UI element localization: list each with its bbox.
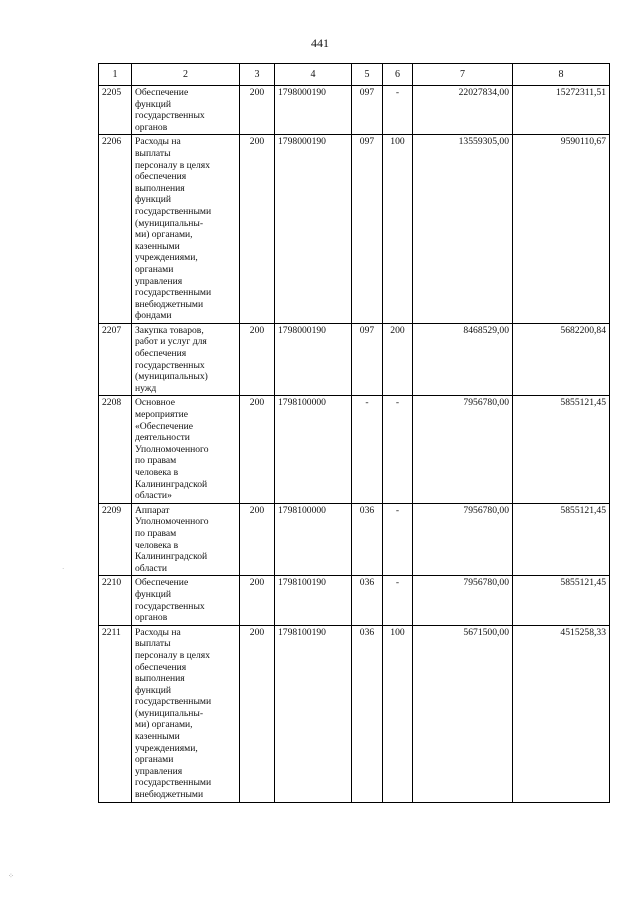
budget-table <box>98 63 610 803</box>
cell-col7-amount: 5671500,00 <box>413 625 513 802</box>
cell-col6: - <box>383 576 413 625</box>
cell-col8-amount: 5855121,45 <box>513 503 610 576</box>
table-row <box>99 323 610 396</box>
cell-col8-amount: 15272311,51 <box>513 86 610 135</box>
row-description: Аппарат Уполномоченного по правам человека в Калининградской области <box>132 503 240 576</box>
cell-col8-amount: 5855121,45 <box>513 576 610 625</box>
cell-col3: 200 <box>240 576 275 625</box>
header-row <box>99 64 610 86</box>
scan-speck: · <box>62 565 65 573</box>
cell-col7-amount: 8468529,00 <box>413 323 513 396</box>
cell-col5: 097 <box>352 86 383 135</box>
cell-col4: 1798000190 <box>275 86 352 135</box>
cell-col4: 1798100190 <box>275 625 352 802</box>
column-header: 2 <box>132 64 240 86</box>
column-header: 7 <box>413 64 513 86</box>
cell-col7-amount: 7956780,00 <box>413 576 513 625</box>
row-code: 2211 <box>99 625 132 802</box>
row-description: Основное мероприятие «Обеспечение деятельности Уполномоченного по правам человека в Калининградской области» <box>132 396 240 503</box>
table-row <box>99 625 610 802</box>
row-description: Обеспечение функций государственных органов <box>132 576 240 625</box>
table-row <box>99 135 610 324</box>
cell-col7-amount: 7956780,00 <box>413 396 513 503</box>
column-header: 3 <box>240 64 275 86</box>
row-description: Расходы на выплаты персоналу в целях обеспечения выполнения функций государственными (муниципальны- ми) органами, казенными учреждениями, органами управления государственными внебюджетными фондами <box>132 135 240 324</box>
cell-col8-amount: 5682200,84 <box>513 323 610 396</box>
cell-col8-amount: 4515258,33 <box>513 625 610 802</box>
cell-col6: 200 <box>383 323 413 396</box>
cell-col4: 1798100000 <box>275 503 352 576</box>
row-code: 2209 <box>99 503 132 576</box>
table-row <box>99 576 610 625</box>
cell-col3: 200 <box>240 135 275 324</box>
row-description: Обеспечение функций государственных органов <box>132 86 240 135</box>
cell-col4: 1798100000 <box>275 396 352 503</box>
cell-col6: - <box>383 503 413 576</box>
row-description: Закупка товаров, работ и услуг для обеспечения государственных (муниципальных) нужд <box>132 323 240 396</box>
cell-col7-amount: 22027834,00 <box>413 86 513 135</box>
cell-col3: 200 <box>240 503 275 576</box>
cell-col8-amount: 5855121,45 <box>513 396 610 503</box>
scan-speck: ⁘ <box>8 872 14 880</box>
cell-col5: 097 <box>352 323 383 396</box>
cell-col4: 1798000190 <box>275 135 352 324</box>
cell-col5: 036 <box>352 625 383 802</box>
cell-col6: - <box>383 396 413 503</box>
row-description: Расходы на выплаты персоналу в целях обеспечения выполнения функций государственными (муниципальны- ми) органами, казенными учреждениями, органами управления государственными внебюджетными <box>132 625 240 802</box>
column-header: 6 <box>383 64 413 86</box>
row-code: 2207 <box>99 323 132 396</box>
column-header: 5 <box>352 64 383 86</box>
cell-col5: 097 <box>352 135 383 324</box>
column-header: 8 <box>513 64 610 86</box>
row-code: 2205 <box>99 86 132 135</box>
cell-col4: 1798000190 <box>275 323 352 396</box>
table-row <box>99 503 610 576</box>
cell-col3: 200 <box>240 625 275 802</box>
cell-col6: - <box>383 86 413 135</box>
table-row <box>99 396 610 503</box>
cell-col6: 100 <box>383 135 413 324</box>
cell-col3: 200 <box>240 86 275 135</box>
page-number: 441 <box>311 36 329 50</box>
column-header: 4 <box>275 64 352 86</box>
cell-col8-amount: 9590110,67 <box>513 135 610 324</box>
cell-col7-amount: 7956780,00 <box>413 503 513 576</box>
cell-col5: 036 <box>352 576 383 625</box>
table-row <box>99 86 610 135</box>
column-header: 1 <box>99 64 132 86</box>
cell-col3: 200 <box>240 396 275 503</box>
cell-col3: 200 <box>240 323 275 396</box>
cell-col4: 1798100190 <box>275 576 352 625</box>
cell-col5: 036 <box>352 503 383 576</box>
row-code: 2208 <box>99 396 132 503</box>
cell-col5: - <box>352 396 383 503</box>
row-code: 2206 <box>99 135 132 324</box>
cell-col6: 100 <box>383 625 413 802</box>
cell-col7-amount: 13559305,00 <box>413 135 513 324</box>
row-code: 2210 <box>99 576 132 625</box>
